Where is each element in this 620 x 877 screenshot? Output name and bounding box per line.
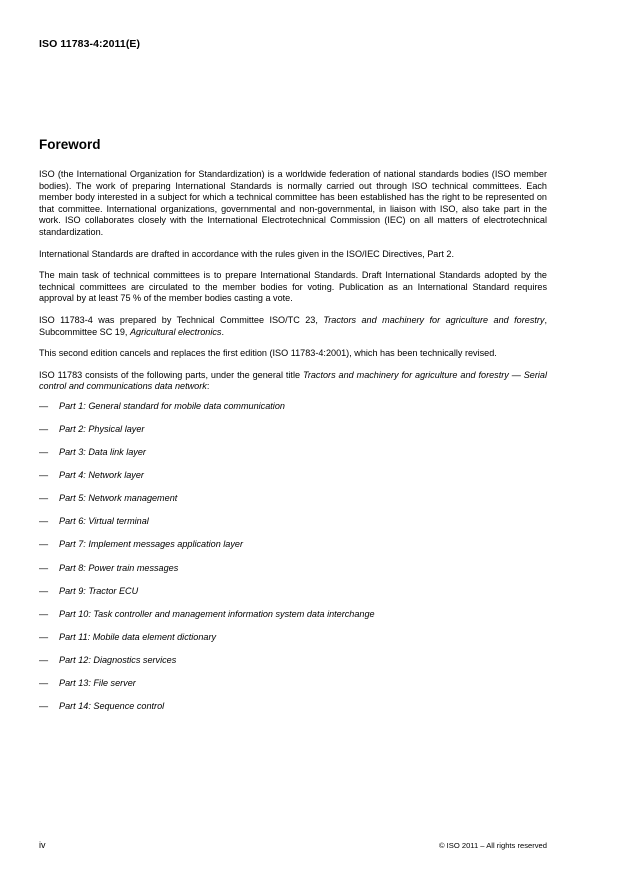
list-dash: — (39, 678, 49, 689)
list-item (39, 539, 547, 562)
document-header-id: ISO 11783-4:2011(E) (39, 38, 141, 50)
list-dash: — (39, 493, 49, 504)
prepared-by-sc-title: Agricultural electronics (129, 326, 222, 337)
part-label: Part 1: General standard for mobile data communication (59, 400, 285, 411)
prepared-by-tc-title: Tractors and machinery for agriculture and forestry (323, 314, 545, 325)
part-label: Part 12: Diagnostics services (59, 654, 177, 665)
list-dash: — (39, 400, 49, 411)
copyright-notice: © ISO 2011 – All rights reserved (438, 841, 547, 850)
part-label: Part 13: File server (59, 678, 136, 689)
list-dash: — (39, 631, 49, 642)
list-item (39, 632, 547, 655)
list-item (39, 424, 547, 447)
list-item (39, 516, 547, 539)
page-title: Foreword (39, 137, 101, 152)
list-dash: — (39, 701, 49, 712)
list-item (39, 701, 547, 724)
parts-intro-text-a: ISO 11783 consists of the following parts, under the general title (39, 369, 303, 380)
list-dash: — (39, 608, 49, 619)
list-dash: — (39, 562, 49, 573)
paragraph-prepared-by (39, 315, 547, 338)
list-item (39, 678, 547, 701)
list-item (39, 470, 547, 493)
foreword-body (39, 169, 547, 724)
list-dash: — (39, 539, 49, 550)
list-item (39, 586, 547, 609)
parts-intro-general-title: Tractors and machinery for agriculture and forestry — Serial control and communications data network (39, 369, 547, 392)
part-label: Part 7: Implement messages application layer (59, 539, 243, 550)
list-item (39, 401, 547, 424)
paragraph-iso-intro: ISO (the International Organization for Standardization) is a worldwide federation of national standards bodies (ISO member bodies). The work of preparing International Standards is normally carried out through ISO technical committees. Each member body interested in a subject for which a technical committee has been established has the right to be represented on that committee. International organizations, governmental and non-governmental, in liaison with ISO, also take part in the work. ISO collaborates closely with the International Electrotechnical Commission (IEC) on all matters of electrotechnical standardization. (39, 169, 547, 237)
list-dash: — (39, 516, 49, 527)
parts-list (39, 401, 547, 724)
list-dash: — (39, 447, 49, 458)
paragraph-directives: International Standards are drafted in accordance with the rules given in the ISO/IEC Directives, Part 2. (39, 248, 454, 259)
part-label: Part 3: Data link layer (59, 447, 146, 458)
page-number: iv (39, 840, 46, 850)
list-item (39, 447, 547, 470)
part-label: Part 8: Power train messages (59, 562, 179, 573)
list-item (39, 655, 547, 678)
part-label: Part 9: Tractor ECU (59, 585, 139, 596)
part-label: Part 14: Sequence control (59, 701, 165, 712)
part-label: Part 5: Network management (59, 493, 178, 504)
list-item (39, 563, 547, 586)
list-item (39, 609, 547, 632)
parts-intro-text-c: : (206, 381, 210, 392)
part-label: Part 4: Network layer (59, 470, 144, 481)
paragraph-edition: This second edition cancels and replaces the first edition (ISO 11783-4:2001), which has been technically revised. (39, 348, 497, 359)
prepared-by-text-c: , Subcommittee SC 19, (39, 314, 548, 337)
list-dash: — (39, 424, 49, 434)
part-label: Part 11: Mobile data element dictionary (59, 631, 217, 642)
list-dash: — (39, 470, 49, 481)
prepared-by-text-e: . (221, 326, 224, 337)
part-label: Part 6: Virtual terminal (59, 516, 149, 527)
part-label: Part 10: Task controller and management information system data interchange (59, 608, 375, 619)
list-dash: — (39, 585, 49, 596)
paragraph-parts-intro (39, 370, 547, 393)
prepared-by-text-a: ISO 11783-4 was prepared by Technical Committee ISO/TC 23, (39, 314, 324, 325)
list-dash: — (39, 654, 49, 665)
paragraph-committees: The main task of technical committees is to prepare International Standards. Draft International Standards adopted by the technical committees are circulated to the member bodies for voting. Publication as an International Standard requires approval by at least 75 % of the member bodies casting a vote. (39, 270, 547, 304)
list-item (39, 493, 547, 516)
part-label: Part 2: Physical layer (59, 424, 145, 434)
